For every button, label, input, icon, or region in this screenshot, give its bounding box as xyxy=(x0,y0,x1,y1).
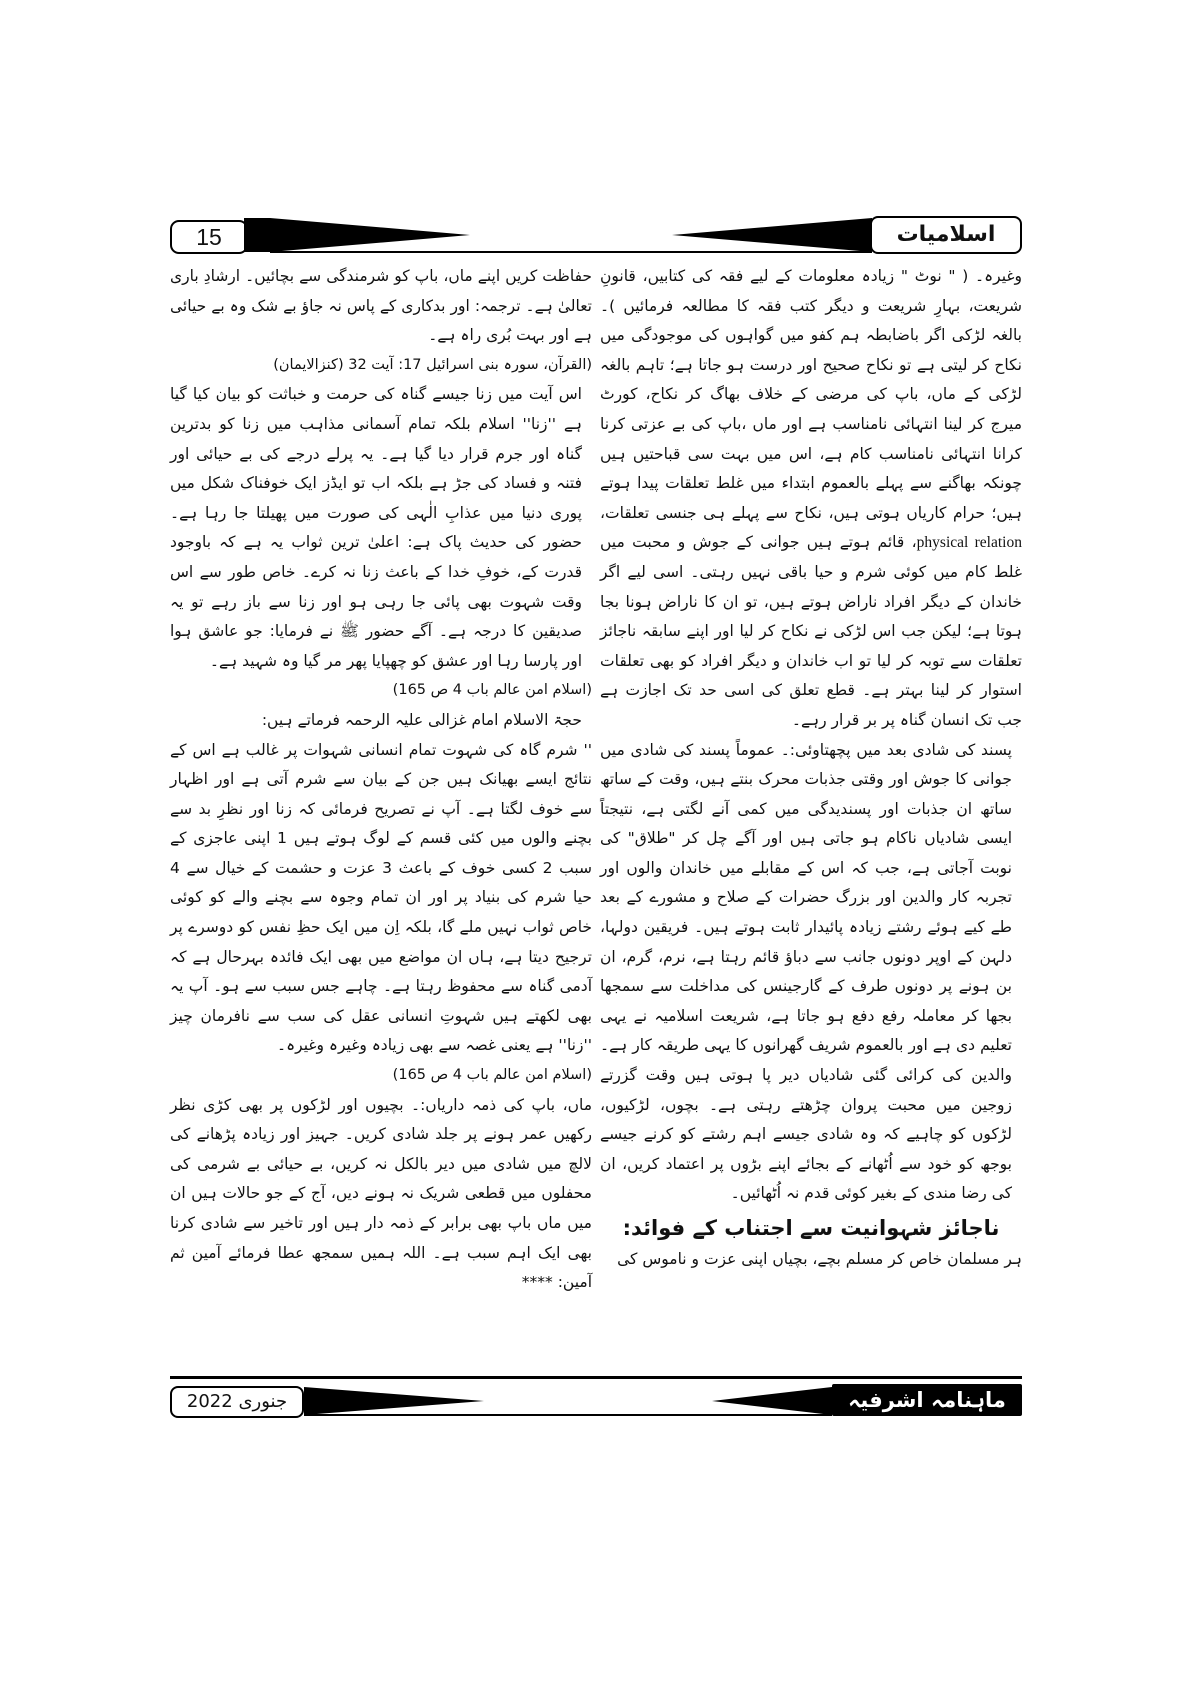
left-paragraph-4: '' شرم گاہ کی شہوت تمام انسانی شہوات پر غالب ہے اس کے نتائج ایسے بھیانک ہیں جن کے بیان سے شرم آتی ہے اور اظہار سے خوف لگتا ہے۔ آپ نے تصریح فرمائی کہ زنا اور نظرِ بد سے بچنے والوں میں کئی قسم کے لوگ ہوتے ہیں 1 اپنی عاجزی کے سبب 2 کسی خوف کے باعث 3 عزت و حشمت کے خیال سے 4 حیا شرم کی بنیاد پر اور ان تمام وجوہ سے بچنے والے کو کوئی خاص ثواب نہیں ملے گا، بلکہ اِن میں ایک حظِ نفس کو دوسرے پر ترجیح دیتا ہے، ہاں ان مواضع میں بھی ایک فائدہ بہرحال ہے کہ آدمی گناہ سے محفوظ رہتا ہے۔ چاہے جس سبب سے ہو۔ آپ یہ بھی لکھتے ہیں شہوتِ انسانی عقل کی سب سے نافرمان چیز ''زنا'' ہے یعنی غصہ سے بھی زیادہ وغیرہ وغیرہ۔ xyxy=(170,740,593,1055)
right-paragraph-1 xyxy=(600,262,1022,736)
left-paragraph-3: حجۃ الاسلام امام غزالی علیہ الرحمہ فرماتے ہیں: xyxy=(261,710,582,729)
left-column xyxy=(170,262,592,1298)
right-paragraph-2: پسند کی شادی بعد میں پچھتاوئی:۔ عموماً پسند کی شادی میں جوانی کا جوش اور وقتی جذبات محرک بنتے ہیں، وقت کے ساتھ ساتھ ان جذبات اور پسندیدگی میں کمی آنے لگتی ہے، نتیجتاً ایسی شادیاں ناکام ہو جاتی ہیں اور آگے چل کر "طلاق" کی نوبت آجاتی ہے، جب کہ اس کے مقابلے میں خاندان والوں اور تجربہ کار والدین اور بزرگ حضرات کے صلاح و مشورے کے بعد طے کیے ہوئے رشتے زیادہ پائیدار ثابت ہوتے ہیں۔ فریقین دولہا، دلہن کے اوپر دونوں جانب سے دباؤ قائم رہتا ہے، نرم، گرم، ان بن ہونے پر دونوں طرف کے گارجینس کی مداخلت سے سمجھا بجھا کر معاملہ رفع دفع ہو جاتا ہے، شریعت اسلامیہ نے یہی تعلیم دی ہے اور بالعموم شریف گھرانوں کا یہی طریقہ کار ہے۔ والدین کی کرائی گئی شادیاں دیر پا ہوتی ہیں وقت گزرتے زوجین میں محبت پروان چڑھتے رہتی ہے۔ بچوں، لڑکیوں، لڑکوں کو چاہیے کہ وہ شادی جیسے اہم رشتے کو کرنے جیسے بوجھ کو خود سے اُٹھانے کے بجائے اپنے بڑوں پر اعتماد کریں، ان کی رضا مندی کے بغیر کوئی قدم نہ اُٹھائیں۔ xyxy=(600,740,1012,1203)
header-wedge-left xyxy=(270,218,470,252)
citation-quran: (القرآن، سورہ بنی اسرائیل 17: آیت 32 (کنزالایمان) xyxy=(273,356,592,373)
section-heading: ناجائز شہوانیت سے اجتناب کے فوائد: xyxy=(622,1216,1000,1240)
right-p1-text: وغیرہ۔ ( " نوٹ " زیادہ معلومات کے لیے فقہ کی کتابیں، قانونِ شریعت، بہارِ شریعت و دیگر کتب فقہ کا مطالعہ فرمائیں )۔ بالغہ لڑکی اگر باضابطہ ہم کفو میں گواہوں کی موجودگی میں نکاح کر لیتی ہے تو نکاح صحیح اور درست ہو جاتا ہے؛ تاہم بالغہ لڑکی کے ماں، باپ کی مرضی کے خلاف بھاگ کر نکاح، کورٹ میرج کر لینا انتہائی نامناسب ہے اور ماں ،باپ کی بے عزتی کرنا کرانا انتہائی نامناسب کام ہے، اس میں بہت سی قباحتیں ہیں چونکہ بھاگنے سے پہلے بالعموم ابتداء میں غلط تعلقات پیدا ہوتے ہیں؛ حرام کاریاں ہوتی ہیں، نکاح سے پہلے ہی جنسی تعلقات، xyxy=(600,267,1022,522)
magazine-title: ماہنامہ اشرفیہ xyxy=(832,1384,1022,1416)
left-paragraph-1: حفاظت کریں اپنے ماں، باپ کو شرمندگی سے بچائیں۔ ارشادِ باری تعالیٰ ہے۔ ترجمہ: اور بدکاری کے پاس نہ جاؤ بے شک وہ بے حیائی ہے اور بہت بُری راہ ہے۔ xyxy=(170,267,592,345)
page-header xyxy=(170,216,1022,254)
left-paragraph-5: ماں، باپ کی ذمہ داریاں:۔ بچیوں اور لڑکوں پر بھی کڑی نظر رکھیں عمر ہونے پر جلد شادی کریں۔ جہیز اور زیادہ پڑھانے کی لالچ میں شادی میں دیر بالکل نہ کریں، بے حیائی بے شرمی کی محفلوں میں قطعی شریک نہ ہونے دیں، آج کے جو حالات ہیں ان میں ماں باپ بھی برابر کے ذمہ دار ہیں اور تاخیر سے شادی کرنا بھی ایک اہم سبب ہے۔ اللہ ہمیں سمجھ عطا فرمائے آمین ثم آمین: **** xyxy=(170,1095,592,1292)
citation-1: (اسلام امن عالم باب 4 ص 165) xyxy=(392,682,592,699)
footer-wedge-left xyxy=(304,1387,484,1415)
issue-date: جنوری 2022 xyxy=(170,1386,304,1418)
section-title: اسلامیات xyxy=(870,216,1022,254)
citation-2: (اسلام امن عالم باب 4 ص 165) xyxy=(392,1067,592,1084)
right-column xyxy=(600,262,1022,1275)
header-wedge-right xyxy=(672,218,872,252)
footer-wedge-right xyxy=(712,1387,832,1415)
page-footer xyxy=(170,1376,1022,1416)
left-paragraph-2: اس آیت میں زنا جیسے گناہ کی حرمت و خباثت کو بیان کیا گیا ہے ''زنا'' اسلام بلکہ تمام آسمانی مذاہب میں زنا کو بدترین گناہ اور جرم قرار دیا گیا ہے۔ یہ پرلے درجے کی بے حیائی اور فتنہ و فساد کی جڑ ہے بلکہ اب تو ایڈز ایک خوفناک شکل میں پوری دنیا میں عذابِ الٰہی کی صورت میں پھیلتا جا رہا ہے۔ حضور کی حدیث پاک ہے: اعلیٰ ترین ثواب یہ ہے کہ باوجود قدرت کے، خوفِ خدا کے باعث زنا نہ کرے۔ خاص طور سے اس وقت شہوت بھی پائی جا رہی ہو اور زنا سے باز رہے تو یہ صدیقین کا درجہ ہے۔ آگے حضور ﷺ نے فرمایا: جو عاشق ہوا اور پارسا رہا اور عشق کو چھپایا پھر مر گیا وہ شہید ہے۔ xyxy=(170,385,582,670)
header-bar-left xyxy=(244,218,270,252)
right-p1-latin: physical relation xyxy=(916,534,1022,552)
footer-rule xyxy=(170,1376,1022,1379)
right-p1-cont: ، قائم ہوتے ہیں جوانی کے جوش و محبت میں غلط کام میں کوئی شرم و حیا باقی نہیں رہتی۔ اسی لیے اگر خاندان کے دیگر افراد ناراض ہوتے ہیں، تو ان کا ناراض ہونا بجا ہوتا ہے؛ لیکن جب اس لڑکی نے نکاح کر لیا اور اپنے سابقہ ناجائز تعلقات سے توبہ کر لیا تو اب خاندان و دیگر افراد کو بھی تعلقات استوار کر لینا بہتر ہے۔ قطع تعلق کی اسی حد تک اجازت ہے جب تک انسان گناہ پر بر قرار رہے۔ xyxy=(600,533,1022,729)
page-number: 15 xyxy=(170,220,248,254)
right-paragraph-3: ہر مسلمان خاص کر مسلم بچے، بچیاں اپنی عزت و ناموس کی xyxy=(617,1250,1022,1268)
